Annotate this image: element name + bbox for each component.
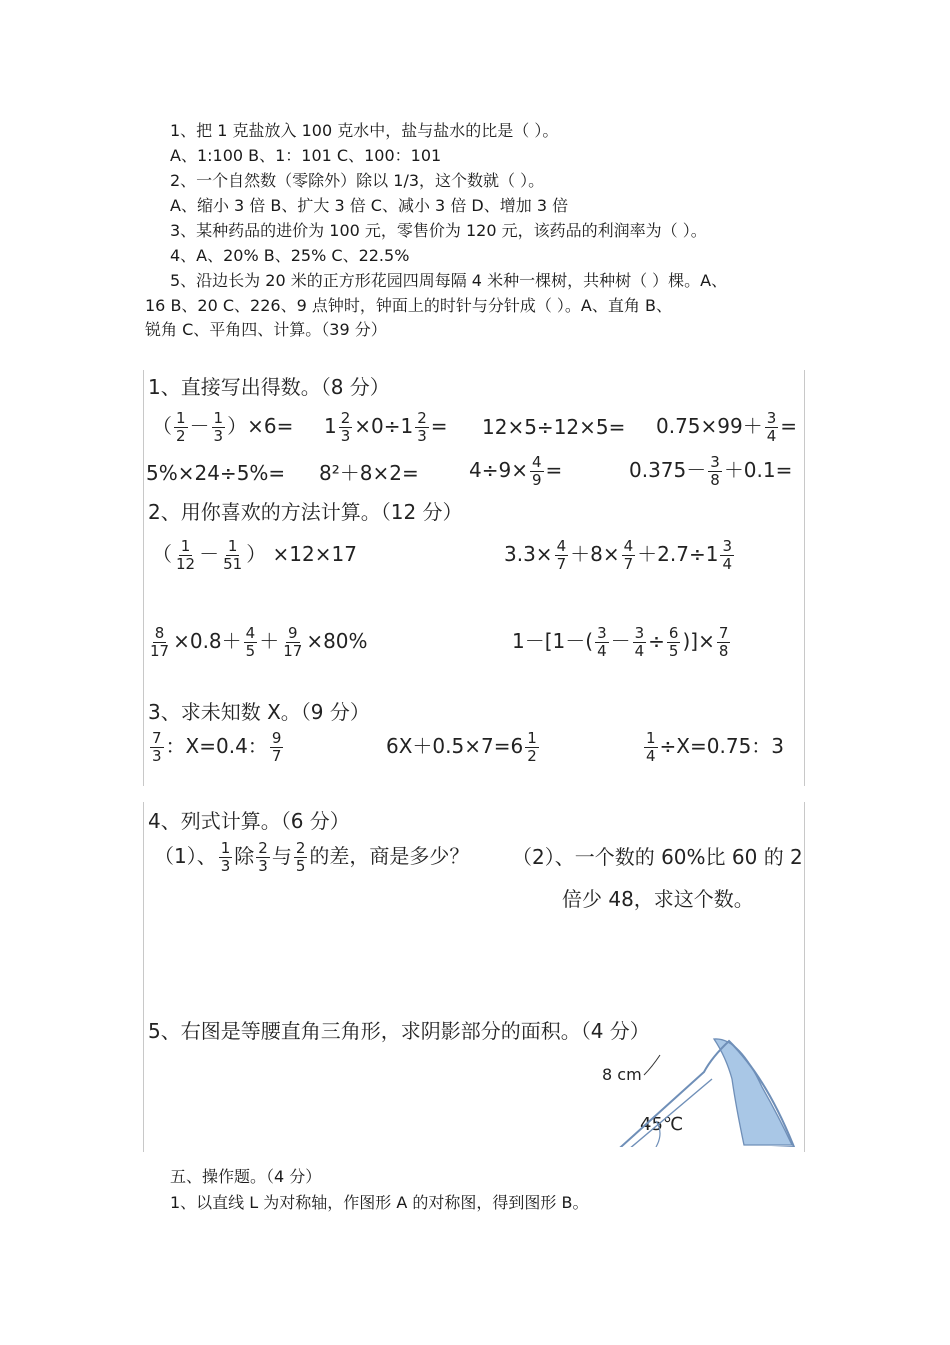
angle-label: 45℃	[640, 1114, 684, 1135]
expr-1a: （ $\frac{1}{2}$ － $\frac{1}{3}$ ）×6=	[152, 409, 294, 445]
calc-panel	[143, 370, 805, 786]
choice-q1: 1、把 1 克盐放入 100 克水中，盐与盐水的比是（ ）。	[170, 121, 559, 140]
section-3-title: 3、求未知数 X。（9 分）	[148, 700, 370, 724]
expr-1b: 1 $\frac{2}{3}$ ×0÷1 $\frac{2}{3}$ =	[324, 409, 448, 445]
side-length-label: 8 cm	[602, 1065, 642, 1084]
word-q1: （1）、 $\frac{1}{3}$ 除 $\frac{2}{3}$ 与 $\frac{2}{5}$ 的差，商是多少？	[154, 839, 470, 875]
section-1-title: 1、直接写出得数。（8 分）	[148, 375, 390, 399]
expr-2d: 1－[1－( $\frac{3}{4}$ － $\frac{3}{4}$ ÷ $\frac{6}{5}$ )]× $\frac{7}{8}$	[512, 624, 729, 660]
choice-q2: 2、一个自然数（零除外）除以 1/3，这个数就（ ）。	[170, 171, 545, 190]
triangle-inner-edge	[622, 1079, 712, 1147]
word-q2-line1: （2）、一个数的 60%比 60 的 2	[512, 845, 803, 869]
operation-item-1: 1、以直线 L 为对称轴，作图形 A 的对称图，得到图形 B。	[170, 1193, 589, 1212]
choice-q5-cont: 16 B、20 C、226、9 点钟时，钟面上的时针与分针成（ ）。A、直角 B、	[145, 296, 672, 315]
expr-1d: 0.75×99＋ $\frac{3}{4}$ =	[656, 409, 798, 445]
shaded-region	[714, 1039, 792, 1145]
choice-q5: 5、沿边长为 20 米的正方形花园四周每隔 4 米种一棵树，共种树（ ）棵。A、	[170, 271, 728, 290]
expr-1g: 4÷9× $\frac{4}{9}$ =	[469, 453, 563, 489]
expr-3a: $\frac{7}{3}$ ：X=0.4： $\frac{9}{7}$	[152, 729, 282, 765]
word-q2-line2: 倍少 48，求这个数。	[562, 887, 754, 911]
choice-q1-options: A、1:100 B、1：101 C、100：101	[170, 146, 442, 165]
operation-title: 五、操作题。（4 分）	[170, 1167, 322, 1186]
expr-3b: 6X＋0.5×7=6 $\frac{1}{2}$	[386, 729, 537, 765]
expr-1c: 12×5÷12×5=	[482, 415, 626, 439]
expr-1e: 5%×24÷5%=	[146, 461, 286, 485]
choice-q4: 4、A、20% B、25% C、22.5%	[170, 246, 410, 265]
expr-2b: 3.3× $\frac{4}{7}$ ＋8× $\frac{4}{7}$ ＋2.7÷1 $\frac{3}{4}$	[504, 537, 732, 573]
expr-2c: $\frac{8}{17}$ ×0.8＋ $\frac{4}{5}$ ＋ $\frac{9}{17}$ ×80%	[150, 624, 368, 660]
expr-1h: 0.375－ $\frac{3}{8}$ ＋0.1=	[629, 453, 793, 489]
choice-q5-cont2: 锐角 C、平角四、计算。（39 分）	[145, 320, 387, 339]
section-4-title: 4、列式计算。（6 分）	[148, 809, 350, 833]
isosceles-right-triangle-figure	[594, 1017, 804, 1147]
expr-3c: $\frac{1}{4}$ ÷X=0.75：3	[646, 729, 785, 765]
label-leader-line	[644, 1055, 660, 1075]
choice-q3: 3、某种药品的进价为 100 元，零售价为 120 元，该药品的利润率为（ ）。	[170, 221, 707, 240]
section-2-title: 2、用你喜欢的方法计算。（12 分）	[148, 500, 463, 524]
expr-1f: 8²＋8×2=	[319, 461, 419, 485]
expr-2a: （ $\frac{1}{12}$ － $\frac{1}{51}$ ） ×12×17	[152, 537, 357, 573]
word-problem-panel	[143, 802, 805, 1152]
section-5-title: 5、右图是等腰直角三角形，求阴影部分的面积。（4 分）	[148, 1019, 650, 1043]
choice-q2-options: A、缩小 3 倍 B、扩大 3 倍 C、减小 3 倍 D、增加 3 倍	[170, 196, 569, 215]
